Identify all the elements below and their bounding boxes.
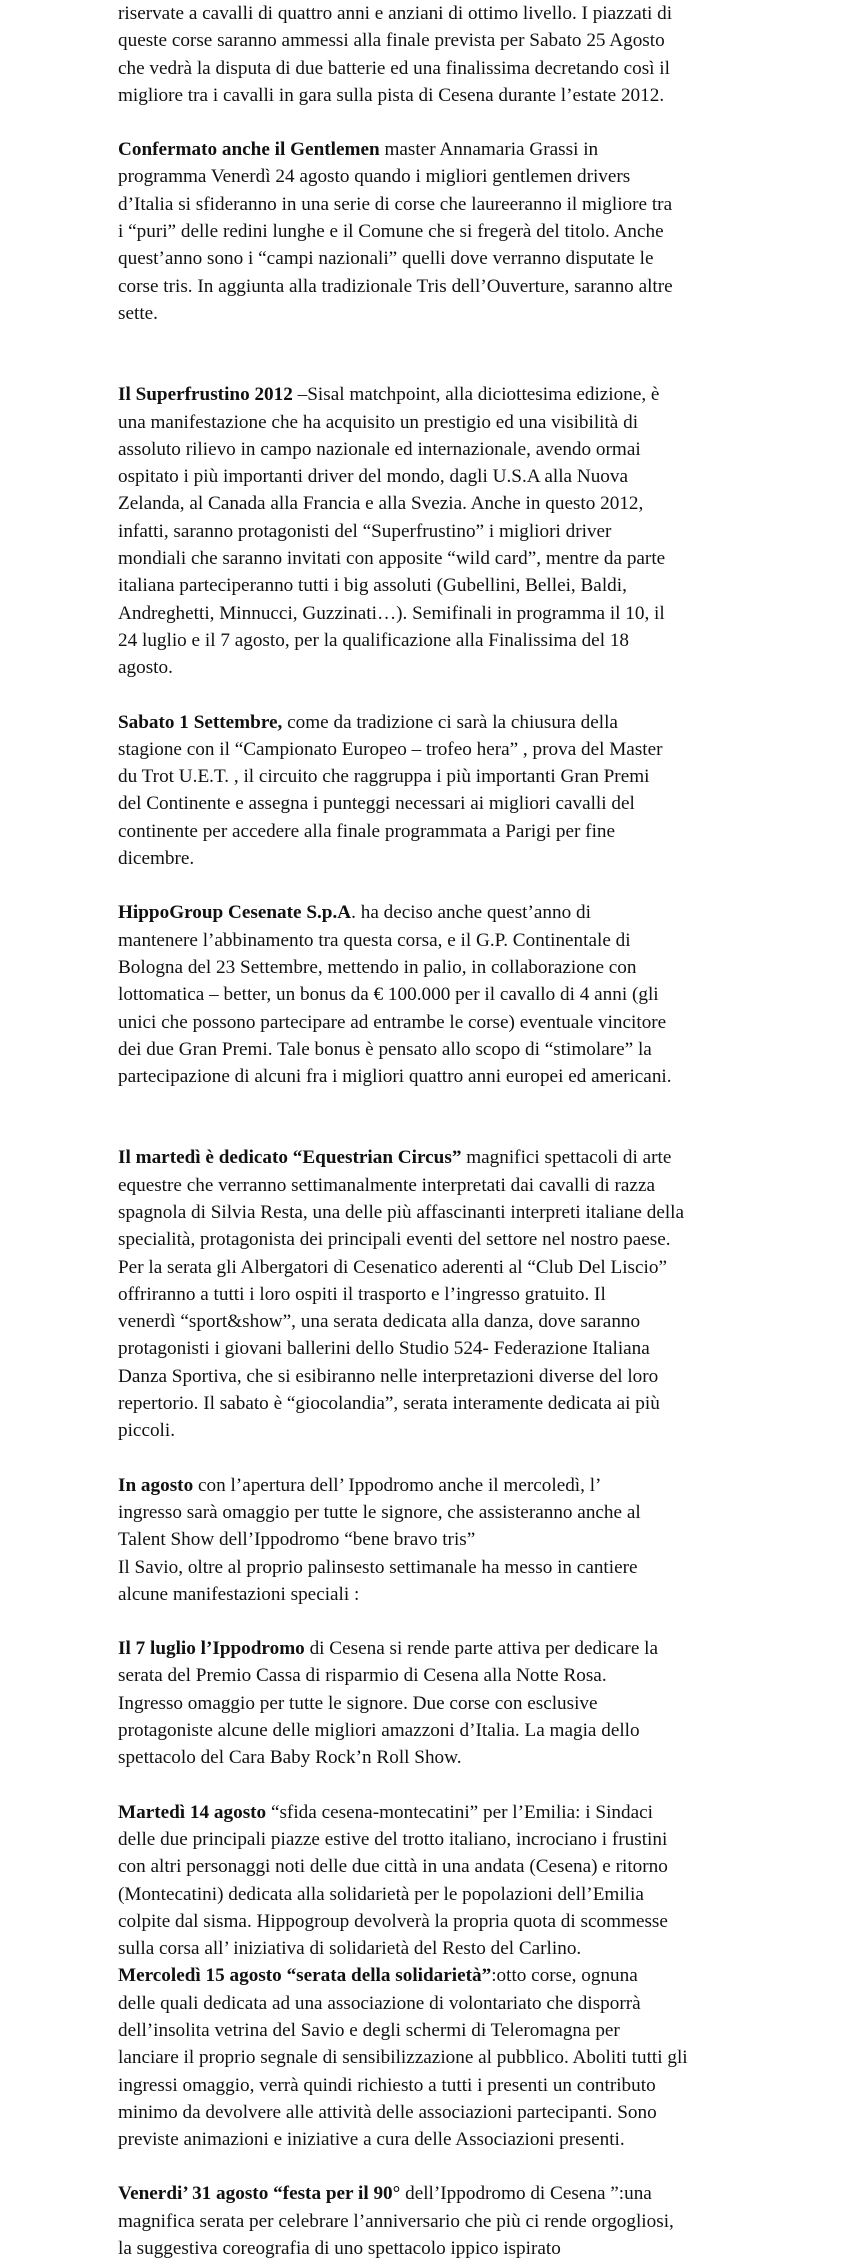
line: unici che possono partecipare ad entrambe le corse) eventuale vincitore <box>118 1011 667 1033</box>
line: HippoGroup Cesenate S.p.A. ha deciso anche quest’anno di <box>118 902 591 924</box>
line: (Montecatini) dedicata alla solidarietà per le popolazioni dell’Emilia <box>118 1883 644 1905</box>
paragraph-superfrustino <box>118 381 808 681</box>
line: dei due Gran Premi. Tale bonus è pensato allo scopo di “stimolare” la <box>118 1038 652 1060</box>
line: dicembre. <box>118 848 195 870</box>
line: quest’anno sono i “campi nazionali” quelli dove verranno disputate le <box>118 248 654 270</box>
line: specialità, protagonista dei principali eventi del settore nel nostro paese. <box>118 1229 671 1251</box>
paragraph-lead: Mercoledì 15 agosto “serata della solidarietà” <box>118 1965 492 1987</box>
paragraph-gentlemen <box>118 136 808 327</box>
paragraph-equestrian-circus <box>118 1144 808 1444</box>
line: migliore tra i cavalli in gara sulla pista di Cesena durante l’estate 2012. <box>118 84 665 106</box>
line: ingressi omaggio, verrà quindi richiesto a tutti i presenti un contributo <box>118 2074 656 2096</box>
line: protagoniste alcune delle migliori amazzoni d’Italia. La magia dello <box>118 1720 640 1742</box>
paragraph-lead: Confermato anche il Gentlemen <box>118 139 380 161</box>
line: Il 7 luglio l’Ippodromo di Cesena si rende parte attiva per dedicare la <box>118 1638 658 1660</box>
line: mondiali che saranno invitati con apposite “wild card”, mentre da parte <box>118 548 666 570</box>
line: equestre che verranno settimanalmente interpretati dai cavalli di razza <box>118 1174 655 1196</box>
line: i “puri” delle redini lunghe e il Comune che si fregerà del titolo. Anche <box>118 221 664 243</box>
paragraph-lead: Martedì 14 agosto <box>118 1801 267 1823</box>
line: infatti, saranno protagonisti del “Superfrustino” i migliori driver <box>118 520 612 542</box>
line: piccoli. <box>118 1420 176 1442</box>
paragraph-continuation <box>118 0 808 109</box>
line: Danza Sportiva, che si esibiranno nelle interpretazioni diverse del loro <box>118 1365 659 1387</box>
paragraph-lead: In agosto <box>118 1474 194 1496</box>
line: Ingresso omaggio per tutte le signore. Due corse con esclusive <box>118 1692 598 1714</box>
line: Il martedì è dedicato “Equestrian Circus” magnifici spettacoli di arte <box>118 1147 672 1169</box>
paragraph-sabato-settembre <box>118 709 808 873</box>
line: Il Superfrustino 2012 –Sisal matchpoint, alla diciottesima edizione, è <box>118 384 660 406</box>
paragraph-14-15-agosto <box>118 1799 808 2154</box>
line: Bologna del 23 Settembre, mettendo in palio, in collaborazione con <box>118 956 637 978</box>
paragraph-lead: Venerdi’ 31 agosto “festa per il 90° <box>118 2183 401 2205</box>
line: lottomatica – better, un bonus da € 100.000 per il cavallo di 4 anni (gli <box>118 984 659 1006</box>
line: Andreghetti, Minnucci, Guzzinati…). Semifinali in programma il 10, il <box>118 602 665 624</box>
line: stagione con il “Campionato Europeo – trofeo hera” , prova del Master <box>118 738 663 760</box>
line: Per la serata gli Albergatori di Cesenatico aderenti al “Club Del Liscio” <box>118 1256 667 1278</box>
paragraph-lead: Il martedì è dedicato “Equestrian Circus” <box>118 1147 462 1169</box>
line: che vedrà la disputa di due batterie ed una finalissima decretando così il <box>118 57 670 79</box>
paragraph-7-luglio <box>118 1635 808 1771</box>
line: ospitato i più importanti driver del mondo, dagli U.S.A alla Nuova <box>118 466 628 488</box>
line: In agosto con l’apertura dell’ Ippodromo anche il mercoledì, l’ <box>118 1474 602 1496</box>
line: Venerdi’ 31 agosto “festa per il 90° dell’Ippodromo di Cesena ”:una <box>118 2183 652 2205</box>
paragraph-agosto <box>118 1472 808 1608</box>
line: delle due principali piazze estive del trotto italiano, incrociano i frustini <box>118 1828 668 1850</box>
line: offriranno a tutti i loro ospiti il trasporto e l’ingresso gratuito. Il <box>118 1283 606 1305</box>
line: Confermato anche il Gentlemen master Annamaria Grassi in <box>118 139 599 161</box>
line: una manifestazione che ha acquisito un prestigio ed una visibilità di <box>118 411 639 433</box>
line: spettacolo del Cara Baby Rock’n Roll Show. <box>118 1747 462 1769</box>
paragraph-lead: Il Superfrustino 2012 <box>118 384 293 406</box>
line: partecipazione di alcuni fra i migliori quattro anni europei ed americani. <box>118 1066 672 1088</box>
line: sette. <box>118 302 158 324</box>
line: corse tris. In aggiunta alla tradizionale Tris dell’Ouverture, saranno altre <box>118 275 673 297</box>
line: 24 luglio e il 7 agosto, per la qualificazione alla Finalissima del 18 <box>118 629 630 651</box>
line: Sabato 1 Settembre, come da tradizione ci sarà la chiusura della <box>118 711 618 733</box>
line: dell’insolita vetrina del Savio e degli schermi di Teleromagna per <box>118 2020 620 2041</box>
document-page <box>118 0 808 2262</box>
line: programma Venerdì 24 agosto quando i migliori gentlemen drivers <box>118 166 631 188</box>
line: queste corse saranno ammessi alla finale prevista per Sabato 25 Agosto <box>118 30 665 52</box>
line: lanciare il proprio segnale di sensibilizzazione al pubblico. Aboliti tutti gli <box>118 2047 688 2069</box>
line: alcune manifestazioni speciali : <box>118 1583 360 1605</box>
line: d’Italia si sfideranno in una serie di corse che laureeranno il migliore tra <box>118 193 673 215</box>
paragraph-lead: Il 7 luglio l’Ippodromo <box>118 1638 305 1660</box>
line: la suggestiva coreografia di uno spettacolo ippico ispirato <box>118 2238 561 2260</box>
line: italiana parteciperanno tutti i big assoluti (Gubellini, Bellei, Baldi, <box>118 575 627 597</box>
line: continente per accedere alla finale programmata a Parigi per fine <box>118 820 616 842</box>
line: sulla corsa all’ iniziativa di solidarietà del Resto del Carlino. <box>118 1938 582 1960</box>
line: ingresso sarà omaggio per tutte le signore, che assisteranno anche al <box>118 1501 641 1523</box>
paragraph-31-agosto <box>118 2180 808 2262</box>
line: previste animazioni e iniziative a cura delle Associazioni presenti. <box>118 2129 625 2151</box>
line: Mercoledì 15 agosto “serata della solidarietà”:otto corse, ognuna <box>118 1965 638 1987</box>
line: riservate a cavalli di quattro anni e anziani di ottimo livello. I piazzati di <box>118 3 673 24</box>
line: minimo da devolvere alle attività delle associazioni partecipanti. Sono <box>118 2101 657 2123</box>
line: mantenere l’abbinamento tra questa corsa, e il G.P. Continentale di <box>118 929 631 951</box>
line: repertorio. Il sabato è “giocolandia”, serata interamente dedicata ai più <box>118 1393 660 1415</box>
line: colpite dal sisma. Hippogroup devolverà la propria quota di scommesse <box>118 1910 668 1932</box>
line: del Continente e assegna i punteggi necessari ai migliori cavalli del <box>118 793 635 815</box>
paragraph-lead: Sabato 1 Settembre, <box>118 711 283 733</box>
line: protagonisti i giovani ballerini dello Studio 524- Federazione Italiana <box>118 1338 650 1360</box>
line: Martedì 14 agosto “sfida cesena-montecatini” per l’Emilia: i Sindaci <box>118 1801 653 1823</box>
paragraph-hippogroup <box>118 899 808 1090</box>
line: venerdì “sport&show”, una serata dedicata alla danza, dove saranno <box>118 1311 641 1333</box>
line: Talent Show dell’Ippodromo “bene bravo tris” <box>118 1529 476 1551</box>
line: agosto. <box>118 657 173 679</box>
line: delle quali dedicata ad una associazione di volontariato che disporrà <box>118 1992 641 2014</box>
line: serata del Premio Cassa di risparmio di Cesena alla Notte Rosa. <box>118 1665 607 1687</box>
paragraph-lead: HippoGroup Cesenate S.p.A <box>118 902 352 924</box>
line: du Trot U.E.T. , il circuito che raggruppa i più importanti Gran Premi <box>118 766 650 788</box>
line: con altri personaggi noti delle due città in una andata (Cesena) e ritorno <box>118 1856 668 1878</box>
line: Il Savio, oltre al proprio palinsesto settimanale ha messo in cantiere <box>118 1556 638 1578</box>
line: assoluto rilievo in campo nazionale ed internazionale, avendo ormai <box>118 438 641 460</box>
line: spagnola di Silvia Resta, una delle più affascinanti interpreti italiane della <box>118 1201 685 1223</box>
line: magnifica serata per celebrare l’anniversario che più ci rende orgogliosi, <box>118 2210 674 2232</box>
line: Zelanda, al Canada alla Francia e alla Svezia. Anche in questo 2012, <box>118 493 644 515</box>
